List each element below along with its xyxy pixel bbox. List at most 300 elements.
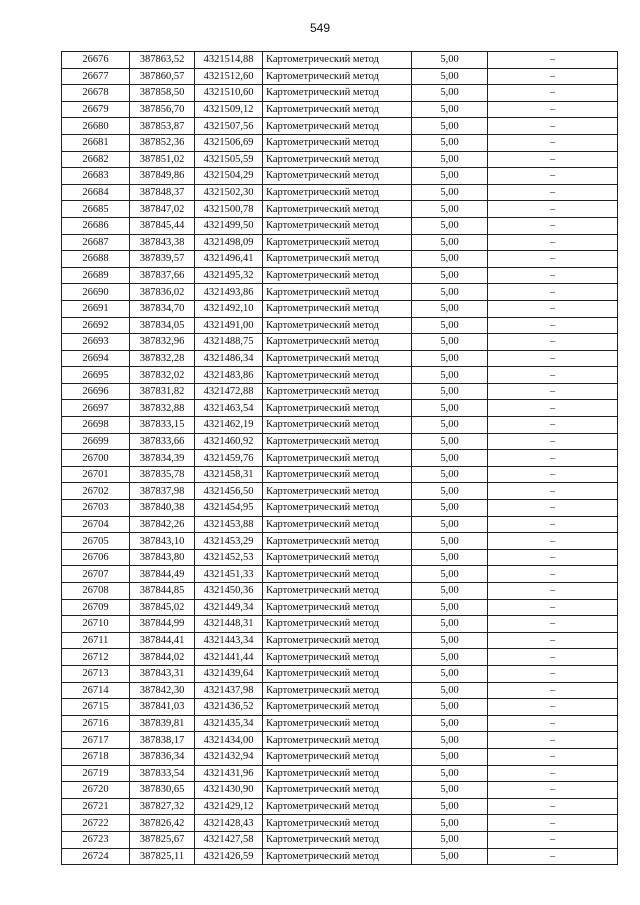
note-cell: – <box>488 798 618 815</box>
point-number-cell: 26706 <box>62 549 130 566</box>
error-cell: 5,00 <box>412 682 488 699</box>
method-cell: Картометрический метод <box>263 234 412 251</box>
point-number-cell: 26690 <box>62 284 130 301</box>
point-number-cell: 26707 <box>62 566 130 583</box>
table-row <box>62 450 618 467</box>
point-number-cell: 26695 <box>62 367 130 384</box>
x-coordinate-cell: 387844,49 <box>130 566 195 583</box>
y-coordinate-cell: 4321437,98 <box>195 682 263 699</box>
method-cell: Картометрический метод <box>263 765 412 782</box>
point-number-cell: 26694 <box>62 350 130 367</box>
y-coordinate-cell: 4321506,69 <box>195 134 263 151</box>
point-number-cell: 26719 <box>62 765 130 782</box>
method-cell: Картометрический метод <box>263 85 412 102</box>
table-row <box>62 234 618 251</box>
x-coordinate-cell: 387844,41 <box>130 632 195 649</box>
point-number-cell: 26716 <box>62 715 130 732</box>
method-cell: Картометрический метод <box>263 466 412 483</box>
y-coordinate-cell: 4321434,00 <box>195 732 263 749</box>
x-coordinate-cell: 387839,57 <box>130 251 195 268</box>
y-coordinate-cell: 4321441,44 <box>195 649 263 666</box>
method-cell: Картометрический метод <box>263 583 412 600</box>
note-cell: – <box>488 267 618 284</box>
error-cell: 5,00 <box>412 383 488 400</box>
table-row <box>62 367 618 384</box>
error-cell: 5,00 <box>412 699 488 716</box>
y-coordinate-cell: 4321502,30 <box>195 184 263 201</box>
table-row <box>62 682 618 699</box>
y-coordinate-cell: 4321512,60 <box>195 68 263 85</box>
point-number-cell: 26686 <box>62 217 130 234</box>
table-row <box>62 732 618 749</box>
table-row <box>62 649 618 666</box>
point-number-cell: 26683 <box>62 168 130 185</box>
note-cell: – <box>488 632 618 649</box>
error-cell: 5,00 <box>412 616 488 633</box>
point-number-cell: 26714 <box>62 682 130 699</box>
table-row <box>62 101 618 118</box>
method-cell: Картометрический метод <box>263 782 412 799</box>
error-cell: 5,00 <box>412 151 488 168</box>
coordinates-table <box>61 51 618 865</box>
point-number-cell: 26710 <box>62 616 130 633</box>
error-cell: 5,00 <box>412 284 488 301</box>
x-coordinate-cell: 387858,50 <box>130 85 195 102</box>
y-coordinate-cell: 4321429,12 <box>195 798 263 815</box>
note-cell: – <box>488 765 618 782</box>
point-number-cell: 26692 <box>62 317 130 334</box>
x-coordinate-cell: 387853,87 <box>130 118 195 135</box>
y-coordinate-cell: 4321459,76 <box>195 450 263 467</box>
y-coordinate-cell: 4321491,00 <box>195 317 263 334</box>
x-coordinate-cell: 387841,03 <box>130 699 195 716</box>
point-number-cell: 26680 <box>62 118 130 135</box>
x-coordinate-cell: 387863,52 <box>130 52 195 69</box>
table-row <box>62 334 618 351</box>
method-cell: Картометрический метод <box>263 549 412 566</box>
y-coordinate-cell: 4321500,78 <box>195 201 263 218</box>
x-coordinate-cell: 387843,10 <box>130 533 195 550</box>
point-number-cell: 26679 <box>62 101 130 118</box>
method-cell: Картометрический метод <box>263 500 412 517</box>
note-cell: – <box>488 831 618 848</box>
error-cell: 5,00 <box>412 533 488 550</box>
x-coordinate-cell: 387825,67 <box>130 831 195 848</box>
y-coordinate-cell: 4321428,43 <box>195 815 263 832</box>
x-coordinate-cell: 387838,17 <box>130 732 195 749</box>
point-number-cell: 26688 <box>62 251 130 268</box>
table-row <box>62 400 618 417</box>
method-cell: Картометрический метод <box>263 267 412 284</box>
table-row <box>62 798 618 815</box>
error-cell: 5,00 <box>412 134 488 151</box>
note-cell: – <box>488 848 618 865</box>
y-coordinate-cell: 4321472,88 <box>195 383 263 400</box>
table-row <box>62 466 618 483</box>
note-cell: – <box>488 118 618 135</box>
point-number-cell: 26697 <box>62 400 130 417</box>
error-cell: 5,00 <box>412 483 488 500</box>
y-coordinate-cell: 4321499,50 <box>195 217 263 234</box>
note-cell: – <box>488 367 618 384</box>
table-row <box>62 632 618 649</box>
point-number-cell: 26676 <box>62 52 130 69</box>
note-cell: – <box>488 682 618 699</box>
note-cell: – <box>488 101 618 118</box>
y-coordinate-cell: 4321496,41 <box>195 251 263 268</box>
table-row <box>62 715 618 732</box>
method-cell: Картометрический метод <box>263 134 412 151</box>
point-number-cell: 26677 <box>62 68 130 85</box>
y-coordinate-cell: 4321507,56 <box>195 118 263 135</box>
x-coordinate-cell: 387851,02 <box>130 151 195 168</box>
table-row <box>62 251 618 268</box>
x-coordinate-cell: 387849,86 <box>130 168 195 185</box>
x-coordinate-cell: 387834,39 <box>130 450 195 467</box>
table-body <box>62 52 618 865</box>
x-coordinate-cell: 387840,38 <box>130 500 195 517</box>
x-coordinate-cell: 387844,02 <box>130 649 195 666</box>
y-coordinate-cell: 4321460,92 <box>195 433 263 450</box>
y-coordinate-cell: 4321427,58 <box>195 831 263 848</box>
y-coordinate-cell: 4321452,53 <box>195 549 263 566</box>
note-cell: – <box>488 583 618 600</box>
y-coordinate-cell: 4321453,88 <box>195 516 263 533</box>
y-coordinate-cell: 4321486,34 <box>195 350 263 367</box>
method-cell: Картометрический метод <box>263 417 412 434</box>
y-coordinate-cell: 4321449,34 <box>195 599 263 616</box>
table-row <box>62 599 618 616</box>
x-coordinate-cell: 387852,36 <box>130 134 195 151</box>
method-cell: Картометрический метод <box>263 616 412 633</box>
note-cell: – <box>488 234 618 251</box>
method-cell: Картометрический метод <box>263 848 412 865</box>
error-cell: 5,00 <box>412 417 488 434</box>
x-coordinate-cell: 387832,88 <box>130 400 195 417</box>
table-row <box>62 68 618 85</box>
error-cell: 5,00 <box>412 715 488 732</box>
method-cell: Картометрический метод <box>263 815 412 832</box>
method-cell: Картометрический метод <box>263 599 412 616</box>
note-cell: – <box>488 616 618 633</box>
note-cell: – <box>488 566 618 583</box>
point-number-cell: 26685 <box>62 201 130 218</box>
method-cell: Картометрический метод <box>263 168 412 185</box>
y-coordinate-cell: 4321488,75 <box>195 334 263 351</box>
error-cell: 5,00 <box>412 184 488 201</box>
point-number-cell: 26682 <box>62 151 130 168</box>
method-cell: Картометрический метод <box>263 516 412 533</box>
method-cell: Картометрический метод <box>263 151 412 168</box>
y-coordinate-cell: 4321454,95 <box>195 500 263 517</box>
x-coordinate-cell: 387844,85 <box>130 583 195 600</box>
x-coordinate-cell: 387843,80 <box>130 549 195 566</box>
y-coordinate-cell: 4321435,34 <box>195 715 263 732</box>
table-row <box>62 748 618 765</box>
page-number: 549 <box>309 21 331 35</box>
error-cell: 5,00 <box>412 201 488 218</box>
note-cell: – <box>488 533 618 550</box>
note-cell: – <box>488 85 618 102</box>
note-cell: – <box>488 151 618 168</box>
note-cell: – <box>488 334 618 351</box>
y-coordinate-cell: 4321510,60 <box>195 85 263 102</box>
x-coordinate-cell: 387826,42 <box>130 815 195 832</box>
point-number-cell: 26713 <box>62 665 130 682</box>
note-cell: – <box>488 417 618 434</box>
method-cell: Картометрический метод <box>263 251 412 268</box>
note-cell: – <box>488 450 618 467</box>
method-cell: Картометрический метод <box>263 732 412 749</box>
y-coordinate-cell: 4321451,33 <box>195 566 263 583</box>
table-row <box>62 433 618 450</box>
error-cell: 5,00 <box>412 168 488 185</box>
table-row <box>62 284 618 301</box>
method-cell: Картометрический метод <box>263 483 412 500</box>
x-coordinate-cell: 387844,99 <box>130 616 195 633</box>
note-cell: – <box>488 815 618 832</box>
note-cell: – <box>488 251 618 268</box>
y-coordinate-cell: 4321453,29 <box>195 533 263 550</box>
x-coordinate-cell: 387843,31 <box>130 665 195 682</box>
note-cell: – <box>488 599 618 616</box>
table-row <box>62 168 618 185</box>
table-row <box>62 831 618 848</box>
table-row <box>62 52 618 69</box>
table-row <box>62 151 618 168</box>
table-row <box>62 134 618 151</box>
x-coordinate-cell: 387825,11 <box>130 848 195 865</box>
x-coordinate-cell: 387831,82 <box>130 383 195 400</box>
table-row <box>62 184 618 201</box>
y-coordinate-cell: 4321492,10 <box>195 300 263 317</box>
method-cell: Картометрический метод <box>263 317 412 334</box>
y-coordinate-cell: 4321483,86 <box>195 367 263 384</box>
point-number-cell: 26703 <box>62 500 130 517</box>
y-coordinate-cell: 4321505,59 <box>195 151 263 168</box>
point-number-cell: 26693 <box>62 334 130 351</box>
error-cell: 5,00 <box>412 234 488 251</box>
table-row <box>62 417 618 434</box>
point-number-cell: 26708 <box>62 583 130 600</box>
x-coordinate-cell: 387843,38 <box>130 234 195 251</box>
method-cell: Картометрический метод <box>263 798 412 815</box>
point-number-cell: 26712 <box>62 649 130 666</box>
method-cell: Картометрический метод <box>263 533 412 550</box>
y-coordinate-cell: 4321462,19 <box>195 417 263 434</box>
error-cell: 5,00 <box>412 848 488 865</box>
method-cell: Картометрический метод <box>263 566 412 583</box>
method-cell: Картометрический метод <box>263 433 412 450</box>
method-cell: Картометрический метод <box>263 400 412 417</box>
x-coordinate-cell: 387833,66 <box>130 433 195 450</box>
y-coordinate-cell: 4321509,12 <box>195 101 263 118</box>
x-coordinate-cell: 387830,65 <box>130 782 195 799</box>
method-cell: Картометрический метод <box>263 68 412 85</box>
method-cell: Картометрический метод <box>263 715 412 732</box>
table-row <box>62 267 618 284</box>
method-cell: Картометрический метод <box>263 383 412 400</box>
error-cell: 5,00 <box>412 649 488 666</box>
table-row <box>62 201 618 218</box>
table-row <box>62 350 618 367</box>
note-cell: – <box>488 433 618 450</box>
x-coordinate-cell: 387827,32 <box>130 798 195 815</box>
note-cell: – <box>488 665 618 682</box>
point-number-cell: 26717 <box>62 732 130 749</box>
error-cell: 5,00 <box>412 118 488 135</box>
x-coordinate-cell: 387848,37 <box>130 184 195 201</box>
y-coordinate-cell: 4321439,64 <box>195 665 263 682</box>
error-cell: 5,00 <box>412 85 488 102</box>
table-row <box>62 765 618 782</box>
error-cell: 5,00 <box>412 433 488 450</box>
method-cell: Картометрический метод <box>263 665 412 682</box>
point-number-cell: 26705 <box>62 533 130 550</box>
error-cell: 5,00 <box>412 52 488 69</box>
note-cell: – <box>488 201 618 218</box>
table-row <box>62 616 618 633</box>
error-cell: 5,00 <box>412 101 488 118</box>
method-cell: Картометрический метод <box>263 217 412 234</box>
error-cell: 5,00 <box>412 516 488 533</box>
error-cell: 5,00 <box>412 798 488 815</box>
error-cell: 5,00 <box>412 267 488 284</box>
error-cell: 5,00 <box>412 782 488 799</box>
point-number-cell: 26700 <box>62 450 130 467</box>
x-coordinate-cell: 387835,78 <box>130 466 195 483</box>
table-row <box>62 533 618 550</box>
method-cell: Картометрический метод <box>263 201 412 218</box>
note-cell: – <box>488 732 618 749</box>
y-coordinate-cell: 4321458,31 <box>195 466 263 483</box>
table-row <box>62 300 618 317</box>
note-cell: – <box>488 350 618 367</box>
error-cell: 5,00 <box>412 748 488 765</box>
point-number-cell: 26709 <box>62 599 130 616</box>
error-cell: 5,00 <box>412 466 488 483</box>
error-cell: 5,00 <box>412 350 488 367</box>
x-coordinate-cell: 387856,70 <box>130 101 195 118</box>
y-coordinate-cell: 4321436,52 <box>195 699 263 716</box>
x-coordinate-cell: 387837,98 <box>130 483 195 500</box>
error-cell: 5,00 <box>412 831 488 848</box>
y-coordinate-cell: 4321514,88 <box>195 52 263 69</box>
note-cell: – <box>488 217 618 234</box>
note-cell: – <box>488 483 618 500</box>
note-cell: – <box>488 649 618 666</box>
error-cell: 5,00 <box>412 68 488 85</box>
x-coordinate-cell: 387834,05 <box>130 317 195 334</box>
note-cell: – <box>488 549 618 566</box>
error-cell: 5,00 <box>412 665 488 682</box>
table-row <box>62 699 618 716</box>
y-coordinate-cell: 4321430,90 <box>195 782 263 799</box>
x-coordinate-cell: 387832,96 <box>130 334 195 351</box>
y-coordinate-cell: 4321431,96 <box>195 765 263 782</box>
x-coordinate-cell: 387845,44 <box>130 217 195 234</box>
x-coordinate-cell: 387834,70 <box>130 300 195 317</box>
x-coordinate-cell: 387832,28 <box>130 350 195 367</box>
method-cell: Картометрический метод <box>263 101 412 118</box>
point-number-cell: 26701 <box>62 466 130 483</box>
method-cell: Картометрический метод <box>263 52 412 69</box>
method-cell: Картометрический метод <box>263 284 412 301</box>
point-number-cell: 26720 <box>62 782 130 799</box>
point-number-cell: 26721 <box>62 798 130 815</box>
note-cell: – <box>488 52 618 69</box>
table-row <box>62 815 618 832</box>
error-cell: 5,00 <box>412 300 488 317</box>
method-cell: Картометрический метод <box>263 632 412 649</box>
error-cell: 5,00 <box>412 765 488 782</box>
error-cell: 5,00 <box>412 251 488 268</box>
table-row <box>62 848 618 865</box>
point-number-cell: 26704 <box>62 516 130 533</box>
note-cell: – <box>488 748 618 765</box>
x-coordinate-cell: 387836,34 <box>130 748 195 765</box>
y-coordinate-cell: 4321456,50 <box>195 483 263 500</box>
note-cell: – <box>488 383 618 400</box>
note-cell: – <box>488 300 618 317</box>
table-row <box>62 217 618 234</box>
note-cell: – <box>488 68 618 85</box>
table-row <box>62 665 618 682</box>
error-cell: 5,00 <box>412 732 488 749</box>
point-number-cell: 26696 <box>62 383 130 400</box>
table-row <box>62 317 618 334</box>
note-cell: – <box>488 782 618 799</box>
point-number-cell: 26723 <box>62 831 130 848</box>
table-row <box>62 85 618 102</box>
y-coordinate-cell: 4321426,59 <box>195 848 263 865</box>
y-coordinate-cell: 4321463,54 <box>195 400 263 417</box>
x-coordinate-cell: 387842,30 <box>130 682 195 699</box>
error-cell: 5,00 <box>412 632 488 649</box>
x-coordinate-cell: 387833,15 <box>130 417 195 434</box>
method-cell: Картометрический метод <box>263 334 412 351</box>
point-number-cell: 26687 <box>62 234 130 251</box>
method-cell: Картометрический метод <box>263 649 412 666</box>
note-cell: – <box>488 284 618 301</box>
table-row <box>62 383 618 400</box>
y-coordinate-cell: 4321448,31 <box>195 616 263 633</box>
method-cell: Картометрический метод <box>263 450 412 467</box>
note-cell: – <box>488 516 618 533</box>
x-coordinate-cell: 387842,26 <box>130 516 195 533</box>
x-coordinate-cell: 387845,02 <box>130 599 195 616</box>
method-cell: Картометрический метод <box>263 748 412 765</box>
x-coordinate-cell: 387847,02 <box>130 201 195 218</box>
y-coordinate-cell: 4321432,94 <box>195 748 263 765</box>
point-number-cell: 26689 <box>62 267 130 284</box>
point-number-cell: 26722 <box>62 815 130 832</box>
note-cell: – <box>488 168 618 185</box>
note-cell: – <box>488 715 618 732</box>
point-number-cell: 26715 <box>62 699 130 716</box>
error-cell: 5,00 <box>412 450 488 467</box>
x-coordinate-cell: 387832,02 <box>130 367 195 384</box>
y-coordinate-cell: 4321495,32 <box>195 267 263 284</box>
error-cell: 5,00 <box>412 583 488 600</box>
note-cell: – <box>488 500 618 517</box>
x-coordinate-cell: 387839,81 <box>130 715 195 732</box>
table-row <box>62 500 618 517</box>
error-cell: 5,00 <box>412 317 488 334</box>
table-row <box>62 516 618 533</box>
method-cell: Картометрический метод <box>263 699 412 716</box>
point-number-cell: 26678 <box>62 85 130 102</box>
